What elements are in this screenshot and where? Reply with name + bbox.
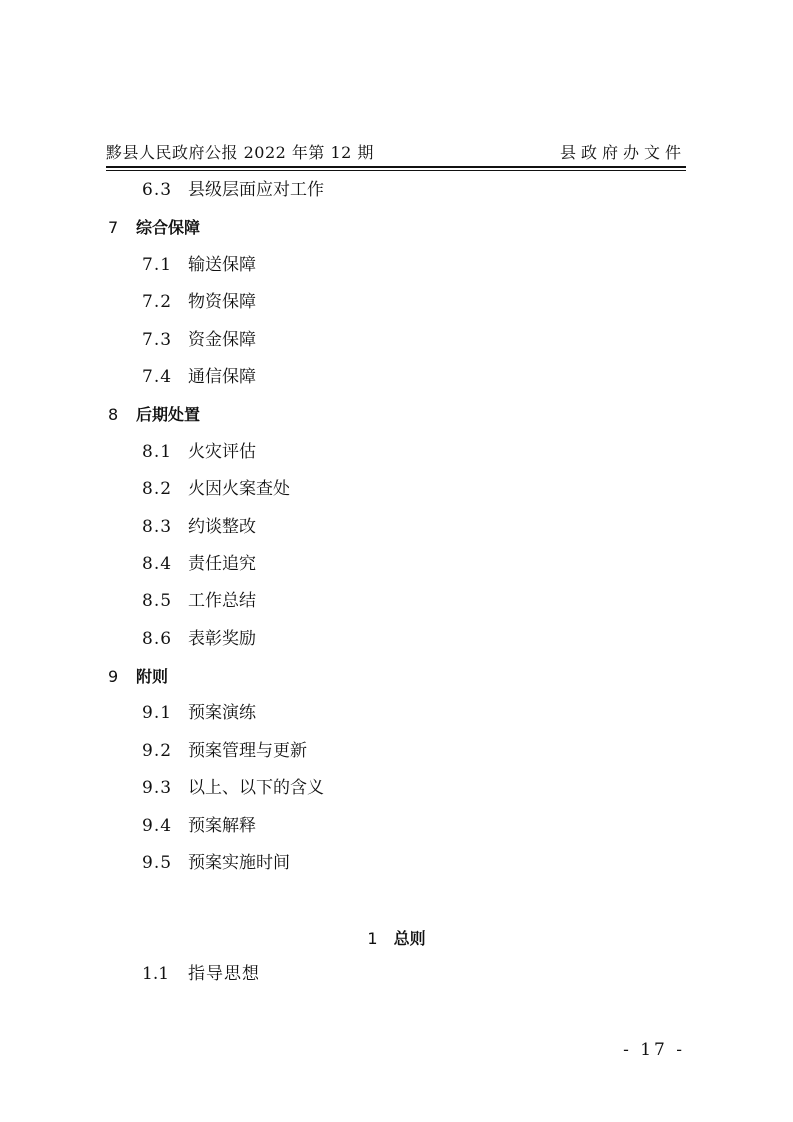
table-of-contents: [0, 172, 793, 882]
subsection-heading: [142, 956, 260, 993]
toc-number: 8.1: [142, 441, 173, 462]
toc-number: 7: [108, 218, 119, 238]
toc-number: 8.3: [142, 516, 173, 537]
toc-entry: [0, 808, 793, 845]
toc-title: 责任追究: [188, 553, 256, 574]
toc-number: 7.3: [142, 329, 173, 350]
toc-number: 8.5: [142, 591, 173, 612]
toc-entry: [0, 247, 793, 284]
toc-title: 输送保障: [188, 254, 256, 275]
toc-number: 8: [108, 405, 119, 425]
toc-title: 约谈整改: [188, 516, 256, 537]
toc-entry: [0, 471, 793, 508]
page-header: [106, 140, 686, 164]
toc-entry: [0, 322, 793, 359]
toc-number: 9.3: [142, 778, 173, 799]
toc-title: 以上、以下的含义: [188, 778, 324, 799]
toc-entry: [0, 695, 793, 732]
subsection-number: 1.1: [142, 964, 170, 984]
toc-entry: [0, 359, 793, 396]
toc-entry: [0, 621, 793, 658]
toc-entry: [0, 583, 793, 620]
toc-number: 8.6: [142, 628, 173, 649]
toc-number: 8.2: [142, 479, 173, 500]
toc-title: 预案演练: [188, 703, 256, 724]
document-category: 县政府办文件: [559, 143, 686, 162]
toc-number: 7.1: [142, 254, 173, 275]
toc-entry: [0, 172, 793, 209]
toc-title: 县级层面应对工作: [188, 180, 324, 200]
subsection-title: 指导思想: [188, 964, 260, 984]
toc-title: 表彰奖励: [188, 628, 256, 649]
header-rule-thin: [106, 170, 686, 171]
toc-section: [0, 209, 793, 246]
chapter-number: 1: [367, 929, 378, 948]
toc-number: 8.4: [142, 553, 173, 574]
page-number: - 17 -: [623, 1040, 685, 1060]
toc-entry: [0, 546, 793, 583]
toc-title: 综合保障: [136, 218, 201, 238]
toc-number: 7.2: [142, 292, 173, 313]
toc-title: 通信保障: [188, 366, 256, 387]
toc-entry: [0, 509, 793, 546]
toc-title: 火灾评估: [188, 441, 256, 462]
toc-number: 9: [108, 667, 119, 687]
header-rule-thick: [106, 166, 686, 168]
toc-title: 预案管理与更新: [188, 740, 307, 761]
toc-title: 附则: [136, 667, 169, 687]
toc-title: 火因火案查处: [188, 479, 290, 500]
toc-entry: [0, 434, 793, 471]
toc-number: 7.4: [142, 366, 173, 387]
chapter-heading: [0, 922, 793, 956]
publication-title: 黟县人民政府公报 2022 年第 12 期: [106, 143, 374, 162]
toc-number: 6.3: [142, 180, 173, 200]
toc-title: 物资保障: [188, 292, 256, 313]
toc-number: 9.5: [142, 853, 173, 874]
chapter-title: 总则: [393, 929, 426, 948]
toc-number: 9.1: [142, 703, 173, 724]
toc-entry: [0, 284, 793, 321]
toc-section: [0, 658, 793, 695]
toc-title: 预案解释: [188, 815, 256, 836]
toc-section: [0, 396, 793, 433]
toc-title: 工作总结: [188, 591, 256, 612]
toc-entry: [0, 845, 793, 882]
toc-entry: [0, 770, 793, 807]
toc-title: 后期处置: [136, 405, 201, 425]
toc-title: 资金保障: [188, 329, 256, 350]
toc-title: 预案实施时间: [188, 853, 290, 874]
toc-number: 9.4: [142, 815, 173, 836]
toc-entry: [0, 733, 793, 770]
toc-number: 9.2: [142, 740, 173, 761]
